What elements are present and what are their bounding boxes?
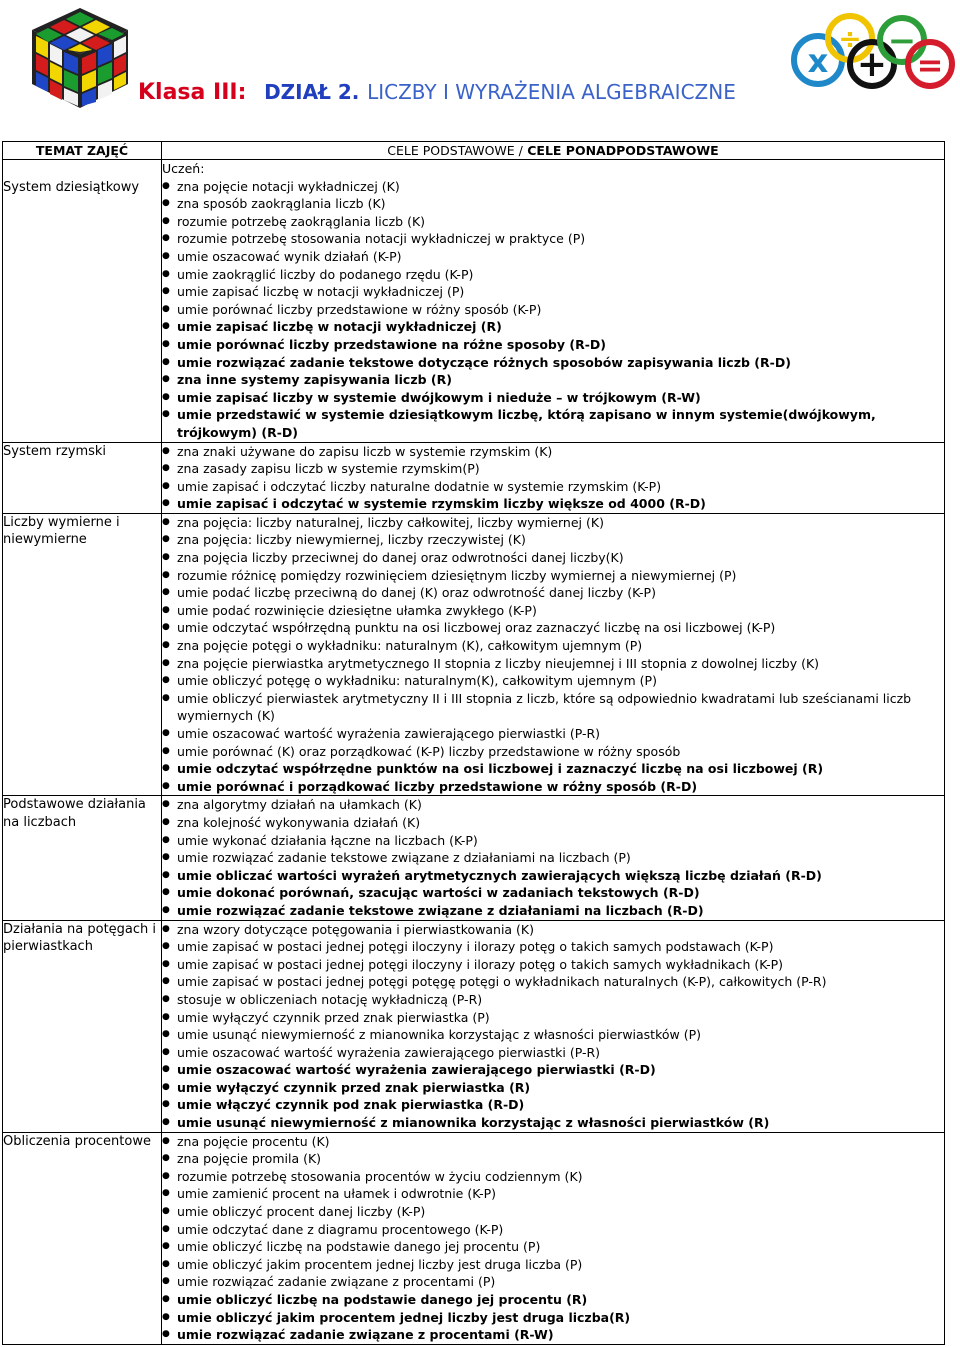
list-item: ● zna sposób zaokrąglania liczb (K) bbox=[162, 195, 944, 213]
table-row bbox=[3, 513, 945, 796]
list-item: ● umie odczytać współrzędną punktu na osi liczbowej oraz zaznaczyć liczbę na osi liczbowej (K-P) bbox=[162, 619, 944, 637]
list-item: ● umie zapisać liczbę w notacji wykładniczej (P) bbox=[162, 283, 944, 301]
list-item: ● umie podać liczbę przeciwną do danej (K) oraz odwrotność danej liczby (K-P) bbox=[162, 584, 944, 602]
topic-name: System rzymski bbox=[3, 443, 107, 459]
chapter-number: DZIAŁ 2. bbox=[264, 80, 360, 104]
list-item: ● zna inne systemy zapisywania liczb (R) bbox=[162, 371, 944, 389]
column-header-topic: TEMAT ZAJĘĆ bbox=[3, 142, 162, 160]
list-item: ● rozumie potrzebę zaokrąglania liczb (K) bbox=[162, 213, 944, 231]
list-item: ● zna wzory dotyczące potęgowania i pierwiastkowania (K) bbox=[162, 921, 944, 939]
list-item: ● zna pojęcie pierwiastka arytmetycznego II stopnia z liczby nieujemnej i III stopnia z dowolnej liczby (K) bbox=[162, 655, 944, 673]
list-item: ● umie rozwiązać zadanie tekstowe związane z działaniami na liczbach (P) bbox=[162, 849, 944, 867]
svg-text:x: x bbox=[807, 42, 829, 80]
list-item: ● rozumie potrzebę stosowania notacji wykładniczej w praktyce (P) bbox=[162, 230, 944, 248]
list-item: ● umie zapisać liczby w systemie dwójkowym i nieduże – w trójkowym (R-W) bbox=[162, 389, 944, 407]
svg-text:−: − bbox=[887, 21, 917, 61]
table-row bbox=[3, 796, 945, 920]
goals-cell bbox=[162, 442, 945, 513]
list-item: ● umie usunąć niewymierność z mianownika korzystając z własności pierwiastków (P) bbox=[162, 1026, 944, 1044]
list-item: ● zna pojęcie procentu (K) bbox=[162, 1133, 944, 1151]
goals-basic-label: CELE PODSTAWOWE / bbox=[387, 143, 523, 158]
list-item: ● zna zasady zapisu liczb w systemie rzymskim(P) bbox=[162, 460, 944, 478]
topic-cell bbox=[3, 513, 162, 796]
goals-cell bbox=[162, 160, 945, 443]
list-item: ● umie usunąć niewymierność z mianownika korzystając z własności pierwiastków (R) bbox=[162, 1114, 944, 1132]
list-item: ● umie obliczyć procent danej liczby (K-P) bbox=[162, 1203, 944, 1221]
list-item: ● umie porównać liczby przedstawione na różne sposoby (R-D) bbox=[162, 336, 944, 354]
list-item: ● umie zamienić procent na ułamek i odwrotnie (K-P) bbox=[162, 1185, 944, 1203]
list-item: ● umie obliczyć jakim procentem jednej liczby jest druga liczba(R) bbox=[162, 1309, 944, 1327]
list-item: ● umie zapisać i odczytać liczby naturalne dodatnie w systemie rzymskim (K-P) bbox=[162, 478, 944, 496]
list-item: ● umie rozwiązać zadanie tekstowe dotyczące różnych sposobów zapisywania liczb (R-D) bbox=[162, 354, 944, 372]
list-item: ● umie obliczyć liczbę na podstawie danego jej procentu (P) bbox=[162, 1238, 944, 1256]
list-item: ● umie przedstawić w systemie dziesiątkowym liczbę, którą zapisano w innym systemie(dwójkowym, trójkowym) (R-D) bbox=[162, 406, 944, 441]
list-item: ● umie zapisać i odczytać w systemie rzymskim liczby większe od 4000 (R-D) bbox=[162, 495, 944, 513]
list-item: ● umie oszacować wartość wyrażenia zawierającego pierwiastki (P-R) bbox=[162, 725, 944, 743]
list-item: ● umie rozwiązać zadanie tekstowe związane z działaniami na liczbach (R-D) bbox=[162, 902, 944, 920]
goals-cell bbox=[162, 1132, 945, 1344]
page-title bbox=[138, 80, 736, 105]
list-item: ● umie obliczyć liczbę na podstawie danego jej procentu (R) bbox=[162, 1291, 944, 1309]
topic-name: Liczby wymierne i niewymierne bbox=[3, 514, 120, 548]
list-item: ● umie odczytać dane z diagramu procentowego (K-P) bbox=[162, 1221, 944, 1239]
list-item: ● umie oszacować wynik działań (K-P) bbox=[162, 248, 944, 266]
list-item: ● zna znaki używane do zapisu liczb w systemie rzymskim (K) bbox=[162, 443, 944, 461]
list-item: ● umie rozwiązać zadanie związane z procentami (R-W) bbox=[162, 1326, 944, 1344]
goals-advanced-label: CELE PONADPODSTAWOWE bbox=[527, 143, 719, 158]
list-item: ● zna pojęcia liczby przeciwnej do danej oraz odwrotności danej liczby(K) bbox=[162, 549, 944, 567]
table-row bbox=[3, 160, 945, 443]
list-item: ● umie zaokrąglić liczby do podanego rzędu (K-P) bbox=[162, 266, 944, 284]
goals-list bbox=[162, 796, 944, 919]
list-item: ● rozumie różnicę pomiędzy rozwinięciem dziesiętnym liczby wymiernej a niewymiernej (P) bbox=[162, 567, 944, 585]
curriculum-table bbox=[2, 141, 945, 1345]
list-item: ● umie oszacować wartość wyrażenia zawierającego pierwiastki (R-D) bbox=[162, 1061, 944, 1079]
topic-cell bbox=[3, 796, 162, 920]
table-row bbox=[3, 442, 945, 513]
list-item: ● umie wykonać działania łączne na liczbach (K-P) bbox=[162, 832, 944, 850]
list-item: ● umie zapisać w postaci jednej potęgi potęgę potęgi o wykładnikach naturalnych (K-P), całkowitych (P-R) bbox=[162, 973, 944, 991]
list-item: ● umie porównać liczby przedstawione w różny sposób (K-P) bbox=[162, 301, 944, 319]
list-item: ● umie obliczyć jakim procentem jednej liczby jest druga liczba (P) bbox=[162, 1256, 944, 1274]
list-item: ● umie oszacować wartość wyrażenia zawierającego pierwiastki (P-R) bbox=[162, 1044, 944, 1062]
list-item: ● zna pojęcie promila (K) bbox=[162, 1150, 944, 1168]
goals-list bbox=[162, 514, 944, 796]
table-body bbox=[3, 160, 945, 1345]
topic-cell bbox=[3, 920, 162, 1132]
list-item: ● zna pojęcie notacji wykładniczej (K) bbox=[162, 178, 944, 196]
topic-cell bbox=[3, 442, 162, 513]
list-item: ● zna kolejność wykonywania działań (K) bbox=[162, 814, 944, 832]
list-item: ● umie obliczać wartości wyrażeń arytmetycznych zawierających większą liczbę działań (R-D) bbox=[162, 867, 944, 885]
list-item: ● zna pojęcia: liczby niewymiernej, liczby rzeczywistej (K) bbox=[162, 531, 944, 549]
list-item: ● umie obliczyć pierwiastek arytmetyczny II i III stopnia z liczb, które są odpowiednio kwadratami lub sześcianami liczb wymiernych (K) bbox=[162, 690, 944, 725]
svg-text:=: = bbox=[916, 46, 944, 84]
list-item: ● umie dokonać porównań, szacując wartości w zadaniach tekstowych (R-D) bbox=[162, 884, 944, 902]
chapter-title: LICZBY I WYRAŻENIA ALGEBRAICZNE bbox=[367, 80, 736, 104]
list-item: ● stosuje w obliczeniach notację wykładniczą (P-R) bbox=[162, 991, 944, 1009]
table-header-row bbox=[3, 142, 945, 160]
topic-cell bbox=[3, 1132, 162, 1344]
list-item: ● umie podać rozwinięcie dziesiętne ułamka zwykłego (K-P) bbox=[162, 602, 944, 620]
goals-list bbox=[162, 1133, 944, 1344]
list-item: ● zna pojęcia: liczby naturalnej, liczby całkowitej, liczby wymiernej (K) bbox=[162, 514, 944, 532]
column-header-goals bbox=[162, 142, 945, 160]
goals-cell bbox=[162, 513, 945, 796]
list-item: ● umie obliczyć potęgę o wykładniku: naturalnym(K), całkowitym ujemnym (P) bbox=[162, 672, 944, 690]
goals-list bbox=[162, 921, 944, 1132]
topic-name: Podstawowe działania na liczbach bbox=[3, 797, 146, 830]
class-label: Klasa III: bbox=[138, 80, 247, 105]
goals-list bbox=[162, 178, 944, 442]
list-item: ● umie odczytać współrzędne punktów na osi liczbowej i zaznaczyć liczbę na osi liczbowej (R) bbox=[162, 760, 944, 778]
goals-cell bbox=[162, 920, 945, 1132]
goals-list bbox=[162, 443, 944, 513]
topic-name: Działania na potęgach i pierwiastkach bbox=[3, 921, 157, 954]
svg-text:÷: ÷ bbox=[838, 22, 862, 55]
list-item: ● umie wyłączyć czynnik przed znak pierwiastka (P) bbox=[162, 1009, 944, 1027]
list-item: ● umie zapisać w postaci jednej potęgi iloczyny i ilorazy potęg o takich samych podstawach (K-P) bbox=[162, 938, 944, 956]
list-item: ● umie porównać (K) oraz porządkować (K-P) liczby przedstawione w różny sposób bbox=[162, 743, 944, 761]
table-row bbox=[3, 1132, 945, 1344]
list-item: ● umie wyłączyć czynnik przed znak pierwiastka (R) bbox=[162, 1079, 944, 1097]
topic-name: Obliczenia procentowe bbox=[3, 1133, 151, 1149]
list-item: ● umie włączyć czynnik pod znak pierwiastka (R-D) bbox=[162, 1096, 944, 1114]
list-item: ● zna pojęcie potęgi o wykładniku: naturalnym (K), całkowitym ujemnym (P) bbox=[162, 637, 944, 655]
list-item: ● umie zapisać w postaci jednej potęgi iloczyny i ilorazy potęg o takich samych wykładnikach (K-P) bbox=[162, 956, 944, 974]
goals-cell bbox=[162, 796, 945, 920]
math-operators-icon bbox=[790, 8, 958, 90]
list-item: ● umie porównać i porządkować liczby przedstawione w różny sposób (R-D) bbox=[162, 778, 944, 796]
list-item: ● zna algorytmy działań na ułamkach (K) bbox=[162, 796, 944, 814]
table-row bbox=[3, 920, 945, 1132]
list-item: ● umie rozwiązać zadanie związane z procentami (P) bbox=[162, 1273, 944, 1291]
student-label: Uczeń: bbox=[162, 161, 205, 176]
topic-name: System dziesiątkowy bbox=[3, 180, 140, 195]
rubiks-cube-icon bbox=[28, 4, 132, 112]
list-item: ● rozumie potrzebę stosowania procentów w życiu codziennym (K) bbox=[162, 1168, 944, 1186]
topic-cell bbox=[3, 160, 162, 443]
list-item: ● umie zapisać liczbę w notacji wykładniczej (R) bbox=[162, 318, 944, 336]
svg-text:+: + bbox=[856, 44, 888, 85]
